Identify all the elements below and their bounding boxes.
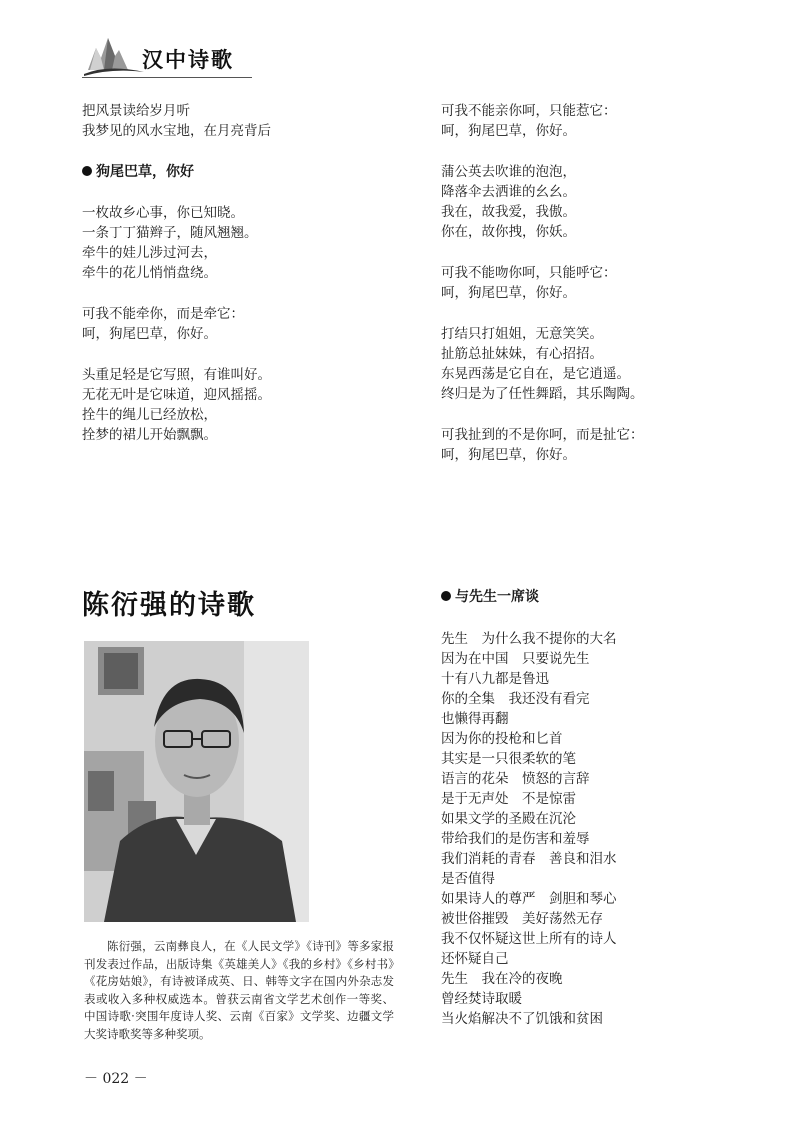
- poem-line: 当火焰解决不了饥饿和贫困: [441, 1011, 603, 1027]
- poem-line: 带给我们的是伤害和羞辱: [441, 831, 590, 847]
- poem-line: 如果文学的圣殿在沉沦: [441, 811, 576, 827]
- poem-line: 扯筋总扯妹妹，有心招招。: [441, 346, 603, 362]
- poem-line: 你在，故你拽，你妖。: [441, 224, 576, 240]
- poem-line: 呵，狗尾巴草，你好。: [441, 285, 576, 301]
- poem-line: 是否值得: [441, 871, 495, 887]
- poem-line: 因为在中国 只要说先生: [441, 651, 590, 667]
- poem2-title-text: 与先生一席谈: [455, 589, 539, 605]
- poem-line: 蒲公英去吹谁的泡泡，: [441, 164, 576, 180]
- poem-line: 东晃西荡是它自在，是它逍遥。: [441, 366, 630, 382]
- poem-line: 拴牛的绳儿已经放松，: [82, 407, 217, 423]
- poem1-title: [82, 162, 412, 182]
- poem-line: 可我不能牵你，而是牵它：: [82, 306, 244, 322]
- portrait-illustration: [84, 641, 309, 922]
- poem1-left-column: [82, 101, 412, 445]
- poem-line: 先生 我在冷的夜晚: [441, 971, 563, 987]
- poem-line: 你的全集 我还没有看完: [441, 691, 590, 707]
- bullet-icon: [82, 166, 92, 176]
- poem-line: 牵牛的花儿悄悄盘绕。: [82, 265, 217, 281]
- poem-line: 可我不能吻你呵，只能呼它：: [441, 265, 617, 281]
- magazine-title: 汉中诗歌: [142, 48, 234, 72]
- poem-line: 如果诗人的尊严 剑胆和琴心: [441, 891, 617, 907]
- poem-line: 十有八九都是鲁迅: [441, 671, 549, 687]
- poem-line: 无花无叶是它味道，迎风摇摇。: [82, 387, 271, 403]
- poem-line: 可我不能亲你呵，只能惹它：: [441, 103, 617, 119]
- author-portrait-photo: [84, 641, 309, 922]
- magazine-header: [82, 34, 252, 80]
- poem-line: 终归是为了任性舞蹈，其乐陶陶。: [441, 386, 644, 402]
- poem-line: 呵，狗尾巴草，你好。: [441, 123, 576, 139]
- poem2-column: [441, 629, 771, 1029]
- poem-line: 也懒得再翻: [441, 711, 509, 727]
- poem-line: 呵，狗尾巴草，你好。: [441, 447, 576, 463]
- poem2-title: [441, 587, 539, 607]
- poem-line: 打结只打姐姐，无意笑笑。: [441, 326, 603, 342]
- poem-line: 是于无声处 不是惊雷: [441, 791, 576, 807]
- poem-line: 我们消耗的青春 善良和泪水: [441, 851, 617, 867]
- poem-line: 我不仅怀疑这世上所有的诗人: [441, 931, 617, 947]
- poem-line: 语言的花朵 愤怒的言辞: [441, 771, 590, 787]
- header-rule: [82, 77, 252, 78]
- poem-line: 一条丁丁猫辫子，随风翘翘。: [82, 225, 258, 241]
- mountain-logo-icon: [82, 34, 146, 78]
- poem-line: 可我扯到的不是你呵，而是扯它：: [441, 427, 644, 443]
- lead-line: 把风景读给岁月听: [82, 103, 190, 119]
- poem-line: 我在，故我爱，我傲。: [441, 204, 576, 220]
- poem-line: 降落伞去洒谁的幺幺。: [441, 184, 576, 200]
- poem1-title-text: 狗尾巴草，你好: [96, 164, 194, 180]
- poem-line: 拴梦的裙儿开始飘飘。: [82, 427, 217, 443]
- page-number: － 022 －: [84, 1071, 148, 1087]
- bullet-icon: [441, 591, 451, 601]
- poem-line: 呵，狗尾巴草，你好。: [82, 326, 217, 342]
- lead-line: 我梦见的风水宝地，在月亮背后: [82, 123, 271, 139]
- poem1-right-column: [441, 101, 771, 465]
- poem-line: 其实是一只很柔软的笔: [441, 751, 576, 767]
- poem-line: 因为你的投枪和匕首: [441, 731, 563, 747]
- poem-line: 曾经焚诗取暖: [441, 991, 522, 1007]
- author-bio: 陈衍强，云南彝良人，在《人民文学》《诗刊》等多家报刊发表过作品，出版诗集《英雄美人》《我的乡村》《乡村书》《花房姑娘》，有诗被译成英、日、韩等文字在国内外杂志发表或收入多种权威选本。曾获云南省文学艺术创作一等奖、中国诗歌·突围年度诗人奖、云南《百家》文学奖、边疆文学大奖诗歌奖等多种奖项。: [84, 939, 394, 1041]
- poem-line: 头重足轻是它写照，有谁叫好。: [82, 367, 271, 383]
- poem-line: 还怀疑自己: [441, 951, 509, 967]
- poem-line: 被世俗摧毁 美好荡然无存: [441, 911, 603, 927]
- poem-line: 牵牛的娃儿涉过河去，: [82, 245, 217, 261]
- poem-line: 一枚故乡心事，你已知晓。: [82, 205, 244, 221]
- section-title: 陈衍强的诗歌: [82, 590, 256, 621]
- poem-line: 先生 为什么我不提你的大名: [441, 631, 617, 647]
